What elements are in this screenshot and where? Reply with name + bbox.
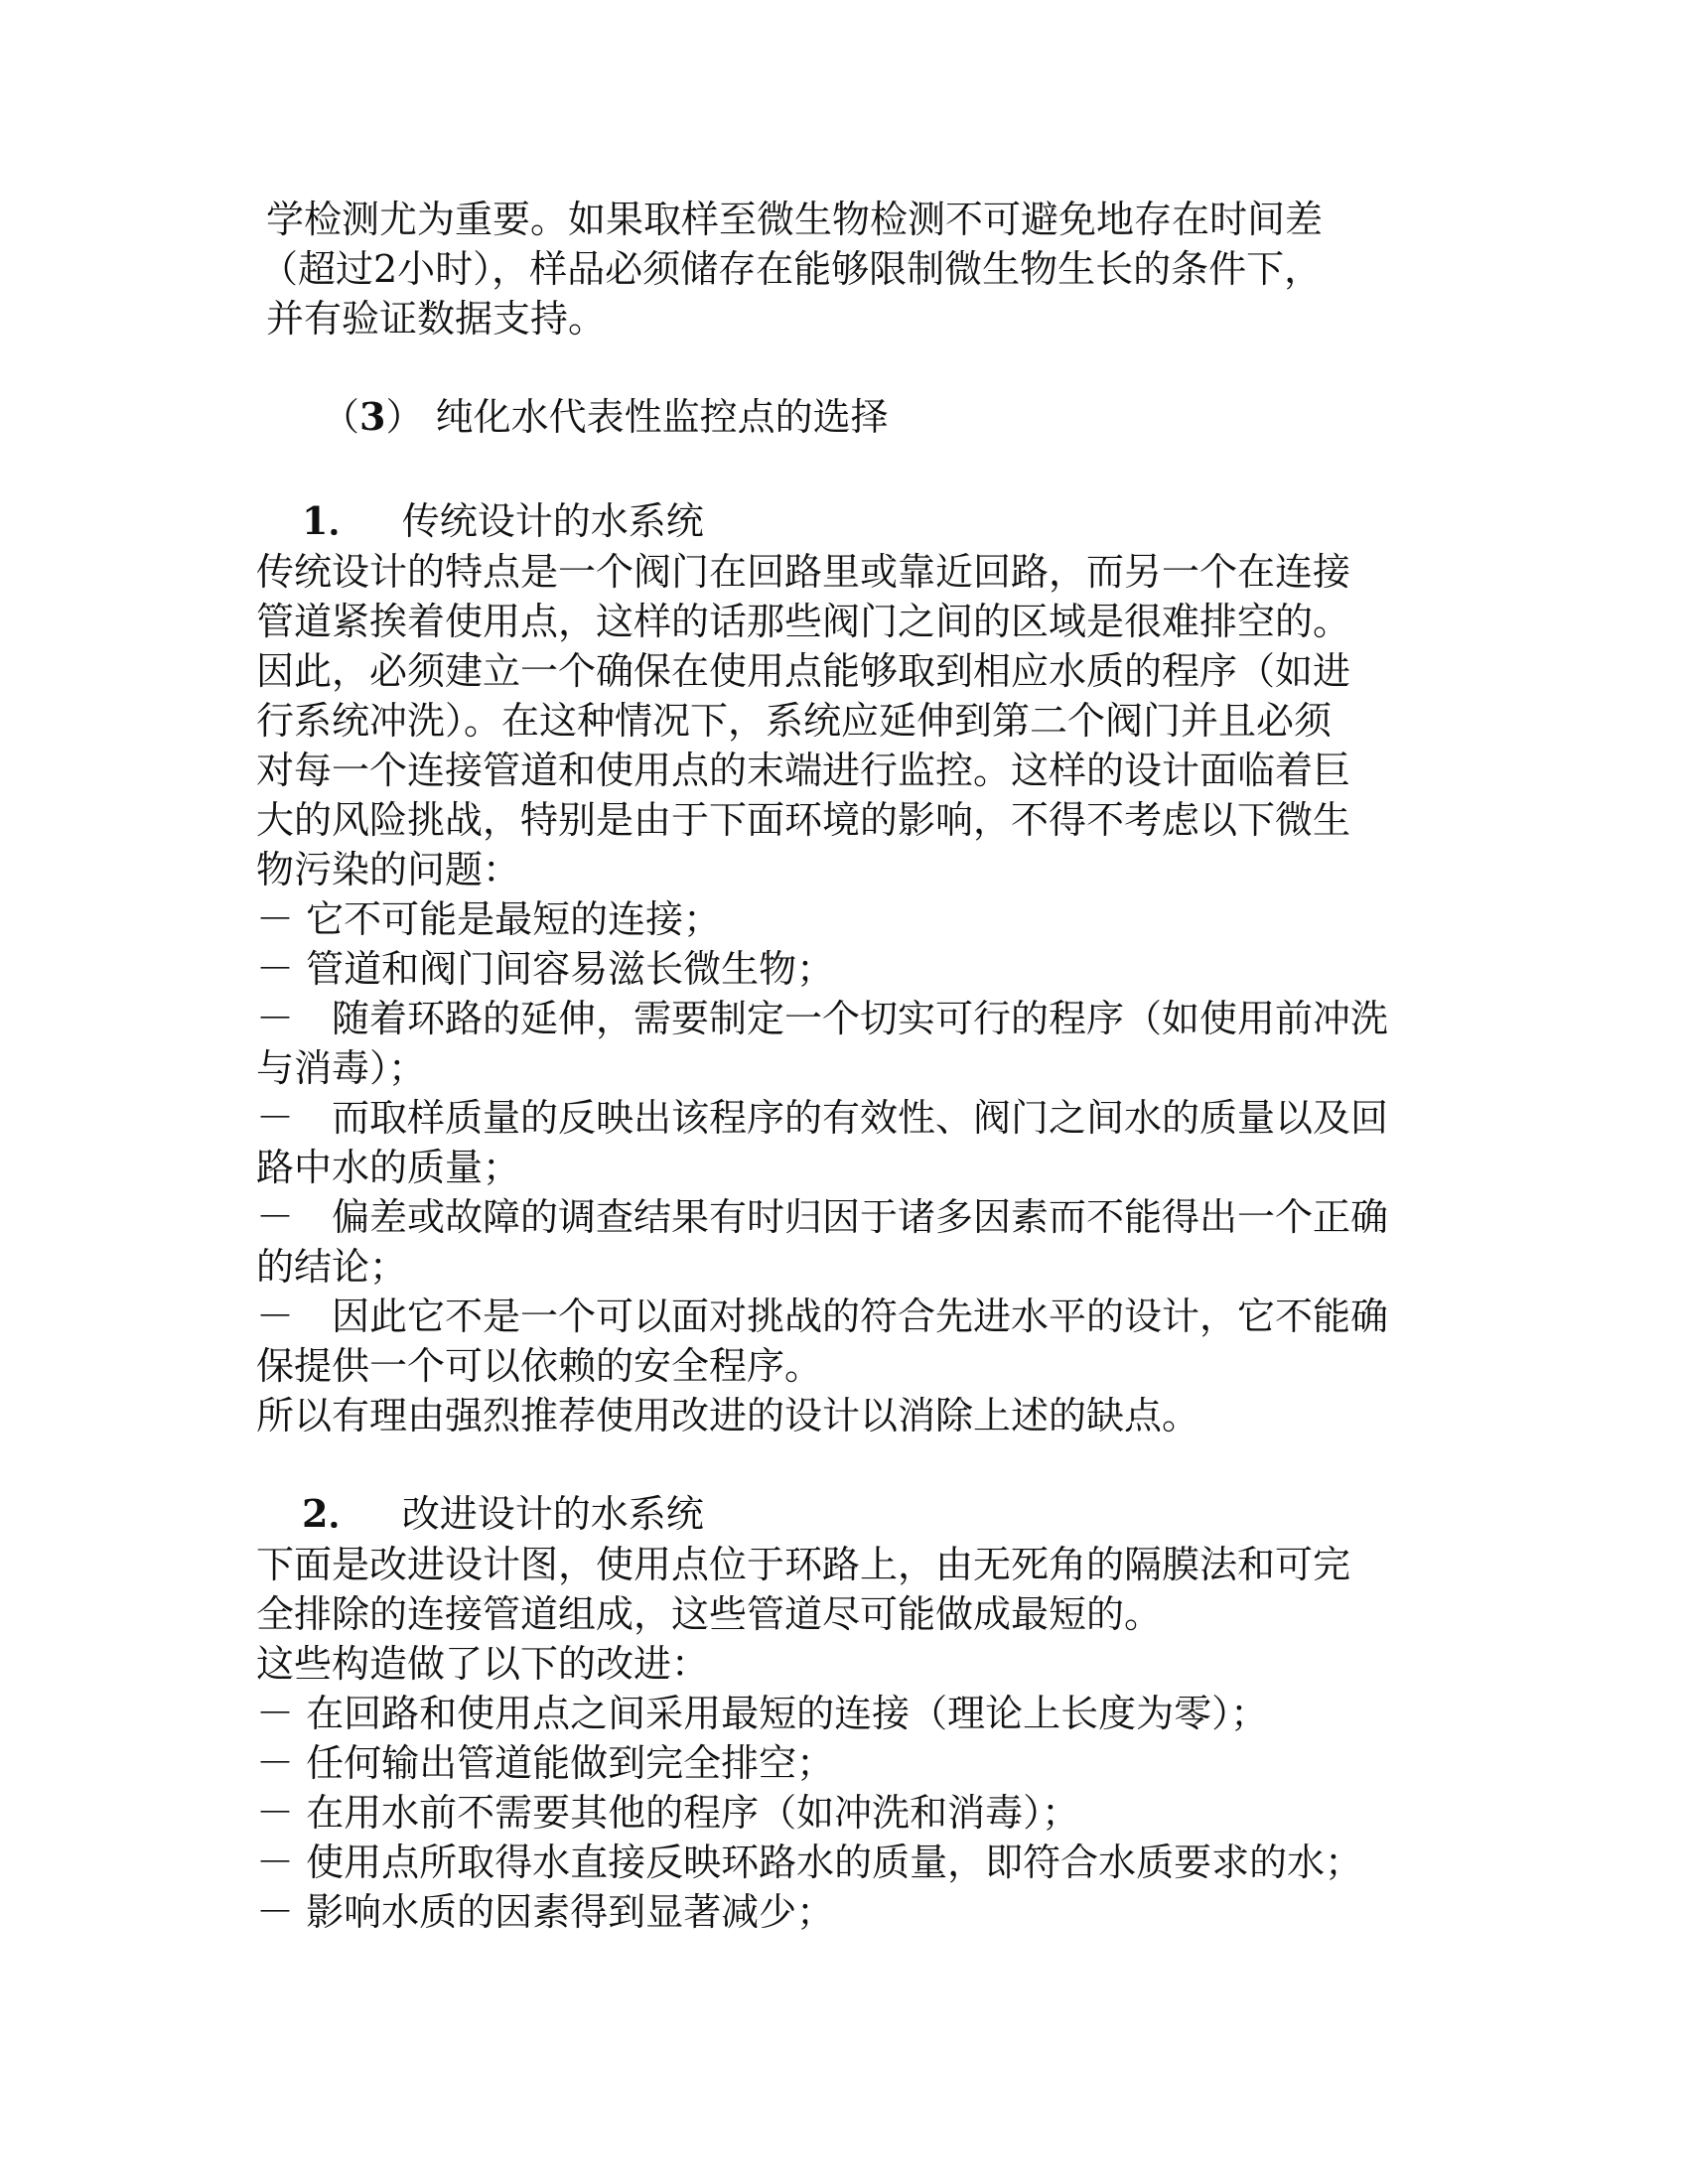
sub1-conclusion: 所以有理由强烈推荐使用改进的设计以消除上述的缺点。 [256,1394,1200,1437]
sub1-bullet-5: － 偏差或故障的调查结果有时归因于诸多因素而不能得出一个正确 [256,1195,1389,1239]
intro-line-2: （超过2小时），样品必须储存在能够限制微生物生长的条件下， [260,247,1323,291]
sub1-line-1: 传统设计的特点是一个阀门在回路里或靠近回路，而另一个在连接 [256,550,1351,594]
sub1-line-5: 对每一个连接管道和使用点的末端进行监控。这样的设计面临着巨 [256,749,1351,792]
intro-line-3: 并有验证数据支持。 [266,297,607,341]
sub1-bullet-4-cont: 路中水的质量； [256,1146,521,1189]
sub1-line-6: 大的风险挑战，特别是由于下面环境的影响，不得不考虑以下微生 [256,798,1351,842]
subsection-2-heading [302,1489,704,1539]
subsection-1-heading [302,496,704,546]
sub1-bullet-5-cont: 的结论； [256,1245,408,1289]
sub2-bullet-4: － 使用点所取得水直接反映环路水的质量，即符合水质要求的水； [256,1841,1363,1884]
sub1-bullet-6: － 因此它不是一个可以面对挑战的符合先进水平的设计，它不能确 [256,1295,1389,1338]
sub1-bullet-2: － 管道和阀门间容易滋长微生物； [256,947,835,991]
sub2-bullet-1: － 在回路和使用点之间采用最短的连接（理论上长度为零）； [256,1692,1269,1735]
sub1-bullet-3-cont: 与消毒）； [256,1046,427,1090]
sub2-bullet-3: － 在用水前不需要其他的程序（如冲洗和消毒）； [256,1791,1080,1835]
subsection-2-title: 改进设计的水系统 [401,1492,704,1536]
intro-line-1: 学检测尤为重要。如果取样至微生物检测不可避免地存在时间差 [266,198,1324,241]
sub1-bullet-3: － 随着环路的延伸，需要制定一个切实可行的程序（如使用前冲洗 [256,997,1389,1040]
section-3-heading [322,392,889,442]
subsection-2-number: 2． [302,1491,366,1536]
sub1-bullet-1: － 它不可能是最短的连接； [256,897,722,941]
sub2-line-3: 这些构造做了以下的改进： [256,1642,710,1686]
section-3-num-open: （ [322,395,360,439]
sub1-line-3: 因此，必须建立一个确保在使用点能够取到相应水质的程序（如进 [256,649,1351,693]
sub2-line-1: 下面是改进设计图，使用点位于环路上，由无死角的隔膜法和可完 [256,1543,1351,1586]
section-3-num-close: ） [385,395,424,439]
sub1-line-4: 行系统冲洗）。在这种情况下，系统应延伸到第二个阀门并且必须 [256,699,1333,743]
sub1-bullet-6-cont: 保提供一个可以依赖的安全程序。 [256,1344,823,1388]
sub2-line-2: 全排除的连接管道组成，这些管道尽可能做成最短的。 [256,1592,1163,1636]
sub1-line-2: 管道紧挨着使用点，这样的话那些阀门之间的区域是很难排空的。 [256,600,1351,643]
subsection-1-title: 传统设计的水系统 [401,499,704,543]
subsection-1-number: 1． [302,498,366,543]
section-3-title: 纯化水代表性监控点的选择 [435,395,889,439]
sub2-bullet-2: － 任何输出管道能做到完全排空； [256,1741,835,1785]
section-3-number: 3 [359,394,386,439]
sub1-line-7: 物污染的问题： [256,848,521,891]
sub1-bullet-4: － 而取样质量的反映出该程序的有效性、阀门之间水的质量以及回 [256,1096,1389,1140]
sub2-bullet-5: － 影响水质的因素得到显著减少； [256,1890,835,1934]
